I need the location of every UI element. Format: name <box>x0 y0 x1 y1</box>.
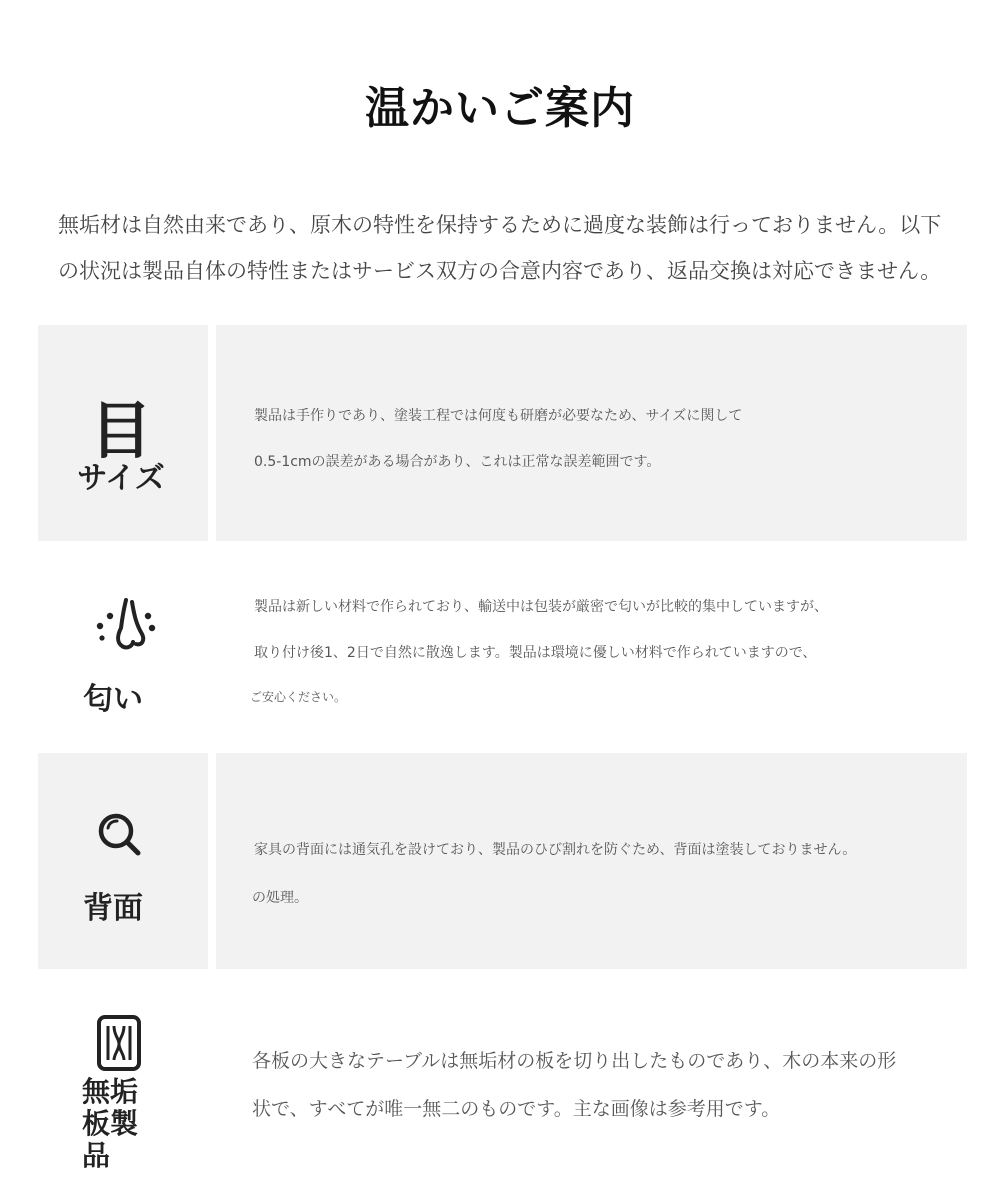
size-icon-panel <box>38 325 208 541</box>
smell-text-line-3: ご安心ください。 <box>250 690 347 704</box>
smell-icon-panel <box>38 560 208 776</box>
intro-text <box>58 202 988 294</box>
solid-wood-text-line-1: 各板の大きなテーブルは無垢材の板を切り出したものであり、木の本来の形 <box>252 1050 897 1072</box>
smell-text-panel <box>216 560 967 776</box>
wood-grain-icon <box>96 1014 142 1072</box>
intro-line-1: 無垢材は自然由来であり、原木の特性を保持するために過度な装飾は行っておりません。以下 <box>58 213 942 237</box>
solid-wood-label-line-3: 品 <box>82 1139 111 1172</box>
size-text-line-1: 製品は手作りであり、塗装工程では何度も研磨が必要なため、サイズに関して <box>254 408 743 424</box>
size-text-panel <box>216 325 967 541</box>
page-title: 温かいご案内 <box>365 83 635 134</box>
back-icon-panel <box>38 753 208 969</box>
smell-text-line-1: 製品は新しい材料で作られており、輸送中は包装が厳密で匂いが比較的集中していますが、 <box>254 599 828 615</box>
solid-wood-text-line-2: 状で、すべてが唯一無二のものです。主な画像は参考用です。 <box>252 1098 781 1120</box>
solid-wood-label-line-2: 板製 <box>82 1107 139 1140</box>
intro-line-2: の状況は製品自体の特性またはサービス双方の合意内容であり、返品交換は対応できません。 <box>58 259 942 283</box>
back-text-line-1: 家具の背面には通気孔を設けており、製品のひび割れを防ぐため、背面は塗装しておりません。 <box>254 842 857 858</box>
back-label: 背面 <box>83 891 143 926</box>
magnifier-icon <box>96 811 142 857</box>
back-text-panel <box>216 753 967 969</box>
size-label: サイズ <box>77 461 165 496</box>
nose-smell-icon <box>92 594 158 654</box>
solid-wood-icon-panel <box>38 1010 208 1187</box>
solid-wood-text-panel <box>216 1010 967 1187</box>
solid-wood-label-line-1: 無垢 <box>82 1075 139 1108</box>
smell-text-line-2: 取り付け後1、2日で自然に散逸します。製品は環境に優しい材料で作られていますので、 <box>254 645 817 661</box>
eye-kanji-icon: 目 <box>89 394 152 467</box>
solid-wood-label <box>82 1076 162 1172</box>
back-text-line-2: の処理。 <box>252 890 308 906</box>
smell-label: 匂い <box>83 682 143 717</box>
size-text-line-2: 0.5-1cmの誤差がある場合があり、これは正常な誤差範囲です。 <box>254 454 661 470</box>
